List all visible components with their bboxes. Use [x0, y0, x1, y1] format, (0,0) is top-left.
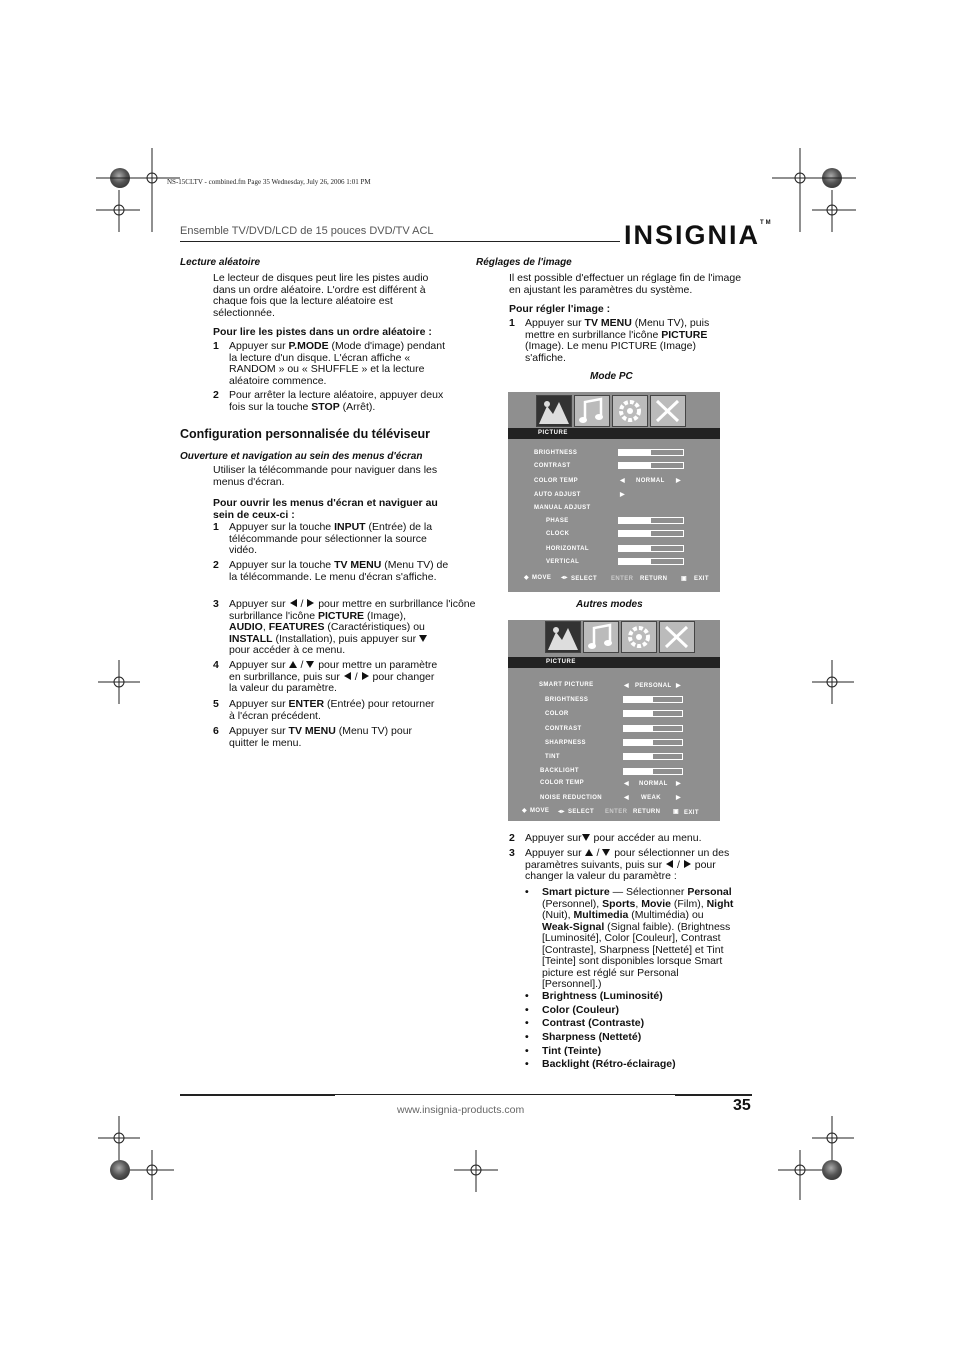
menu-title-bar: PICTURE: [508, 657, 720, 668]
up-arrow-icon: [585, 848, 594, 856]
menu-screenshot-other: [508, 620, 720, 821]
color-slider: [623, 710, 683, 717]
left-arrow-icon: ◀: [624, 683, 630, 689]
header-title: Ensemble TV/DVD/LCD de 15 pouces DVD/TV ACL: [180, 225, 434, 237]
exit-icon: ▣: [681, 576, 688, 582]
menu-row-label: NOISE REDUCTION: [540, 795, 603, 801]
menu-footer-exit: EXIT: [694, 576, 709, 582]
left-arrow-icon: ◀: [624, 781, 630, 787]
move-icon: ◆: [524, 575, 530, 581]
audio-icon: [583, 621, 619, 653]
up-arrow-icon: [289, 660, 298, 668]
smart-picture-value: PERSONAL: [635, 683, 672, 689]
right-arrow-icon: ▶: [676, 781, 682, 787]
menu-screenshot-pc: [508, 392, 720, 592]
right-arrow-icon: ▶: [676, 795, 682, 801]
brightness-slider: [618, 449, 684, 456]
subheading-menus: Pour ouvrir les menus d'écran et naviguer au sein de ceux-ci :: [213, 497, 438, 521]
install-icon: [659, 621, 695, 653]
menu-row-label: HORIZONTAL: [546, 546, 589, 552]
page-number: 35: [733, 1097, 751, 1114]
paragraph-picture: Il est possible d'effectuer un réglage fin de l'image en ajustant les paramètres du système.: [509, 272, 742, 296]
caption-mode-pc: Mode PC: [590, 371, 633, 382]
caption-other-modes: Autres modes: [576, 599, 643, 610]
menu-row-label: COLOR TEMP: [534, 478, 578, 484]
menu-footer-move: MOVE: [532, 575, 552, 581]
footer-rule-left: [180, 1094, 335, 1096]
right-arrow-icon: [683, 860, 692, 868]
backlight-slider: [623, 768, 683, 775]
list-item: • Brightness (Luminosité): [525, 990, 663, 1002]
menu-row-label: BRIGHTNESS: [534, 450, 578, 456]
footer-rule: [335, 1094, 675, 1095]
menu-row-label: VERTICAL: [546, 559, 580, 565]
menu-row-label: SMART PICTURE: [539, 682, 594, 688]
list-item: 5 Appuyer sur ENTER (Entrée) pour retourner à l'écran précédent.: [213, 698, 435, 722]
menu-footer-select: SELECT: [571, 576, 598, 582]
left-arrow-icon: ◀: [624, 795, 630, 801]
right-arrow-icon: ▶: [676, 478, 682, 484]
list-item: • Tint (Teinte): [525, 1045, 602, 1057]
footer-rule-right: [675, 1094, 752, 1096]
picture-icon: [545, 621, 581, 653]
install-icon: [650, 395, 686, 427]
horizontal-slider: [618, 545, 684, 552]
select-icon: ◂▸: [561, 575, 568, 581]
down-arrow-icon: [419, 634, 428, 642]
menu-title-bar: PICTURE: [508, 428, 720, 439]
list-item: 3 Appuyer sur / pour mettre en surbrillance l'icône surbrillance l'icône PICTURE (Image), AUDIO, FEATURES (Caractéristiques) ou INSTALL (Installation), puis appuyer sur pour accéder à ce menu.: [213, 598, 476, 656]
header-rule: [180, 241, 620, 242]
menu-footer-select: SELECT: [568, 809, 595, 815]
down-arrow-icon: [602, 848, 611, 856]
menu-footer-return: RETURN: [633, 809, 661, 815]
phase-slider: [618, 517, 684, 524]
contrast-slider: [623, 725, 683, 732]
menu-row-label: AUTO ADJUST: [534, 492, 581, 498]
menu-row-label: CLOCK: [546, 531, 570, 537]
vertical-slider: [618, 558, 684, 565]
subheading-picture: Pour régler l'image :: [509, 303, 611, 315]
list-item: 6 Appuyer sur TV MENU (Menu TV) pour quitter le menu.: [213, 725, 413, 749]
contrast-slider: [618, 462, 684, 469]
noise-reduction-value: WEAK: [641, 795, 661, 801]
list-item: 1 Appuyer sur TV MENU (Menu TV), puis mettre en surbrillance l'icône PICTURE (Image). Le menu PICTURE (Image) s'affiche.: [509, 317, 710, 364]
clock-slider: [618, 530, 684, 537]
right-arrow-icon: [306, 599, 315, 607]
exit-icon: ▣: [673, 809, 680, 815]
list-item: • Backlight (Rétro-éclairage): [525, 1058, 676, 1070]
down-arrow-icon: [582, 833, 591, 841]
crop-header-text: NS-15CLTV - combined.fm Page 35 Wednesday, July 26, 2006 1:01 PM: [167, 178, 371, 186]
list-item: 3 Appuyer sur / pour sélectionner un des paramètres suivants, puis sur / pour changer la valeur du paramètre :: [509, 847, 730, 882]
features-icon: [612, 395, 648, 427]
section-title-random: Lecture aléatoire: [180, 257, 261, 268]
list-item: 4 Appuyer sur / pour mettre un paramètre en surbrillance, puis sur / pour changer la valeur du paramètre.: [213, 659, 438, 694]
list-item: 2 Appuyer sur pour accéder au menu.: [509, 832, 702, 844]
menu-footer-move: MOVE: [530, 808, 550, 814]
menu-footer-exit: EXIT: [684, 810, 699, 816]
menu-row-label: CONTRAST: [534, 463, 571, 469]
menu-row-label: BRIGHTNESS: [545, 697, 589, 703]
features-icon: [621, 621, 657, 653]
left-arrow-icon: [343, 672, 352, 680]
menu-footer-return: RETURN: [640, 576, 668, 582]
tint-slider: [623, 753, 683, 760]
menu-row-label: BACKLIGHT: [540, 768, 579, 774]
menu-row-label: SHARPNESS: [545, 740, 586, 746]
paragraph-random: Le lecteur de disques peut lire les pistes audio dans un ordre aléatoire. L'ordre est différent à chaque fois que la lecture aléatoire est sélectionnée.: [213, 272, 429, 319]
right-arrow-icon: ▶: [620, 492, 626, 498]
heading-tv-config: Configuration personnalisée du téléviseur: [180, 427, 431, 441]
sharpness-slider: [623, 739, 683, 746]
menu-row-label: COLOR TEMP: [540, 780, 584, 786]
list-item: • Sharpness (Netteté): [525, 1031, 642, 1043]
left-arrow-icon: [665, 860, 674, 868]
select-icon: ◂▸: [558, 809, 565, 815]
list-item: • Color (Couleur): [525, 1004, 619, 1016]
menu-row-label: PHASE: [546, 518, 569, 524]
brightness-slider: [623, 696, 683, 703]
subheading-random: Pour lire les pistes dans un ordre aléatoire :: [213, 326, 432, 338]
menu-footer-enter: ENTER: [611, 576, 634, 582]
left-arrow-icon: ◀: [620, 478, 626, 484]
footer-url: www.insignia-products.com: [397, 1104, 525, 1116]
list-item: • Contrast (Contraste): [525, 1017, 645, 1029]
left-arrow-icon: [289, 599, 298, 607]
picture-icon: [536, 395, 572, 427]
color-temp-value: NORMAL: [636, 478, 665, 484]
audio-icon: [574, 395, 610, 427]
list-item: • Smart picture — Sélectionner Personal (Personnel), Sports, Movie (Film), Night (Nuit), Multimedia (Multimédia) ou Weak-Signal (Signal faible). (Brightness [Luminosité], Color [Couleur], Contrast [Contraste], Sharpness [Netteté] et Tint [Teinte] sont disponibles lorsque Smart picture est réglé sur Personal [Personnel].): [525, 886, 734, 990]
down-arrow-icon: [306, 660, 315, 668]
color-temp-value: NORMAL: [639, 781, 668, 787]
insignia-logo: INSIGNIA™: [624, 220, 773, 250]
menu-footer-enter: ENTER: [605, 809, 628, 815]
section-title-picture: Réglages de l'image: [476, 257, 572, 268]
section-title-menus: Ouverture et navigation au sein des menus d'écran: [180, 451, 423, 462]
right-arrow-icon: ▶: [676, 683, 682, 689]
menu-row-label: TINT: [545, 754, 560, 760]
menu-row-label: MANUAL ADJUST: [534, 505, 591, 511]
move-icon: ◆: [522, 808, 528, 814]
menu-row-label: CONTRAST: [545, 726, 582, 732]
right-arrow-icon: [361, 672, 370, 680]
paragraph-menus: Utiliser la télécommande pour naviguer dans les menus d'écran.: [213, 464, 438, 488]
menu-row-label: COLOR: [545, 711, 569, 717]
